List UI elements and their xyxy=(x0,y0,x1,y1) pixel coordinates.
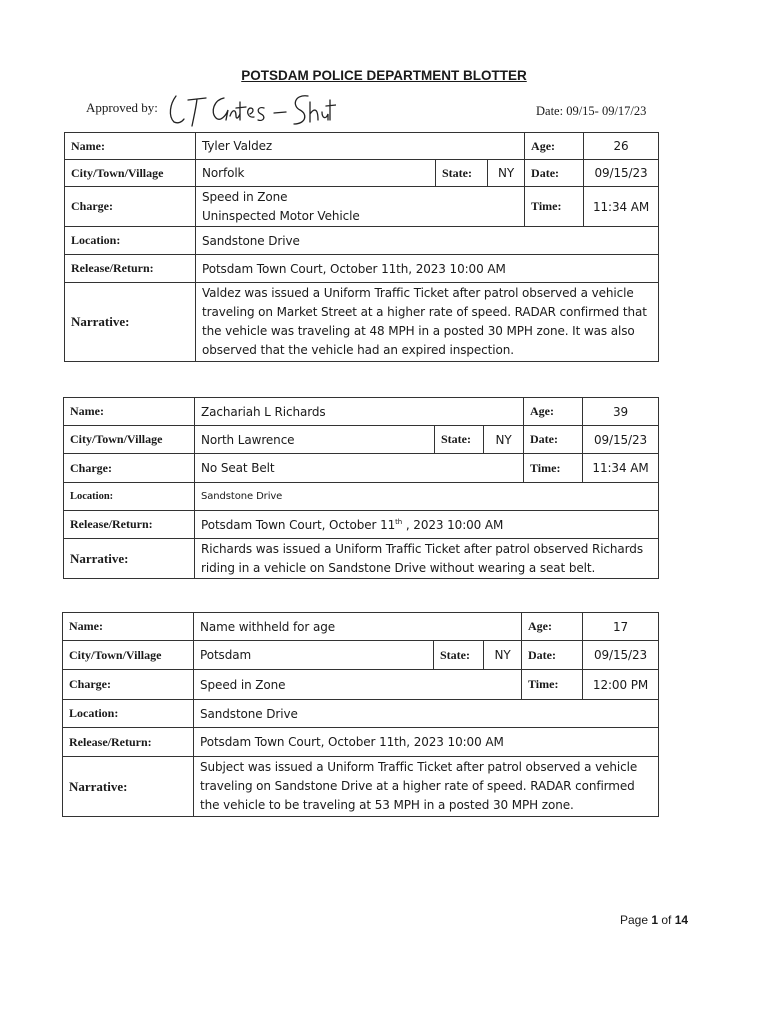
time-value: 11:34 AM xyxy=(583,454,659,483)
page-title: POTSDAM POLICE DEPARTMENT BLOTTER xyxy=(241,68,527,83)
charge-label: Charge: xyxy=(63,670,194,700)
release-label: Release/Return: xyxy=(63,728,194,757)
release-value: Potsdam Town Court, October 11th, 2023 10:00 AM xyxy=(196,255,659,283)
name-label: Name: xyxy=(65,133,196,160)
date-value: 09/15/23 xyxy=(583,641,659,670)
release-time-text: , 2023 10:00 AM xyxy=(402,517,504,532)
release-label: Release/Return: xyxy=(65,255,196,283)
record-table xyxy=(63,397,659,579)
release-value: Potsdam Town Court, October 11th, 2023 10:00 AM xyxy=(194,728,659,757)
state-label: State: xyxy=(435,426,484,454)
charge-value: Speed in Zone xyxy=(194,670,522,700)
time-label: Time: xyxy=(522,670,583,700)
city-label: City/Town/Village xyxy=(65,160,196,187)
charge-line: Uninspected Motor Vehicle xyxy=(202,208,360,223)
age-value: 26 xyxy=(584,133,659,160)
narrative-value: Valdez was issued a Uniform Traffic Ticket after patrol observed a vehicle traveling on Market Street at a higher rate of speed. RADAR confirmed that the vehicle was traveling at 48 MPH in a posted 30 MPH zone. It was also observed that the vehicle had an expired inspection. xyxy=(196,283,659,362)
record-table xyxy=(62,612,659,817)
charge-value: No Seat Belt xyxy=(195,454,524,483)
release-ordinal: th xyxy=(395,517,403,526)
time-value: 12:00 PM xyxy=(583,670,659,700)
charge-label: Charge: xyxy=(65,187,196,227)
age-value: 17 xyxy=(583,613,659,641)
location-label: Location: xyxy=(63,700,194,728)
city-value: Norfolk xyxy=(196,160,436,187)
state-value: NY xyxy=(484,426,524,454)
date-label: Date: xyxy=(525,160,584,187)
name-value: Tyler Valdez xyxy=(196,133,525,160)
city-label: City/Town/Village xyxy=(64,426,195,454)
time-label: Time: xyxy=(524,454,583,483)
narrative-label: Narrative: xyxy=(64,539,195,579)
charge-label: Charge: xyxy=(64,454,195,483)
time-value: 11:34 AM xyxy=(584,187,659,227)
date-label: Date: xyxy=(524,426,583,454)
release-date-text: Potsdam Town Court, October 11 xyxy=(201,517,396,532)
city-value: North Lawrence xyxy=(195,426,435,454)
name-value: Name withheld for age xyxy=(194,613,522,641)
state-value: NY xyxy=(484,641,522,670)
release-value xyxy=(195,511,659,539)
release-label: Release/Return: xyxy=(64,511,195,539)
narrative-label: Narrative: xyxy=(63,757,194,817)
charge-value xyxy=(196,187,525,227)
location-label: Location: xyxy=(65,227,196,255)
name-label: Name: xyxy=(63,613,194,641)
page-label: Page xyxy=(620,913,652,927)
narrative-label: Narrative: xyxy=(65,283,196,362)
date-label: Date: xyxy=(522,641,583,670)
date-value: 09/15/23 xyxy=(583,426,659,454)
page-current: 1 xyxy=(651,913,659,927)
location-value: Sandstone Drive xyxy=(196,227,659,255)
approver-signature xyxy=(166,86,336,135)
narrative-value: Subject was issued a Uniform Traffic Ticket after patrol observed a vehicle traveling on Sandstone Drive at a higher rate of speed. RADAR confirmed the vehicle to be traveling at 53 MPH in a posted 30 MPH zone. xyxy=(194,757,659,817)
signature-image xyxy=(166,86,336,130)
age-label: Age: xyxy=(524,398,583,426)
city-label: City/Town/Village xyxy=(63,641,194,670)
location-value: Sandstone Drive xyxy=(194,700,659,728)
record-table xyxy=(64,132,659,362)
name-value: Zachariah L Richards xyxy=(195,398,524,426)
state-value: NY xyxy=(488,160,525,187)
charge-line: Speed in Zone xyxy=(202,189,288,204)
approved-by-label: Approved by: xyxy=(86,100,158,115)
date-range: Date: 09/15- 09/17/23 xyxy=(536,104,647,118)
narrative-value: Richards was issued a Uniform Traffic Ticket after patrol observed Richards riding in a vehicle on Sandstone Drive without wearing a seat belt. xyxy=(195,539,659,579)
state-label: State: xyxy=(434,641,484,670)
page-number xyxy=(620,913,688,927)
state-label: State: xyxy=(436,160,488,187)
location-value: Sandstone Drive xyxy=(195,483,659,511)
page-total: 14 xyxy=(674,913,689,927)
page-of: of xyxy=(658,913,675,927)
location-label: Location: xyxy=(64,483,195,511)
age-label: Age: xyxy=(525,133,584,160)
age-value: 39 xyxy=(583,398,659,426)
time-label: Time: xyxy=(525,187,584,227)
date-value: 09/15/23 xyxy=(584,160,659,187)
name-label: Name: xyxy=(64,398,195,426)
city-value: Potsdam xyxy=(194,641,434,670)
age-label: Age: xyxy=(522,613,583,641)
